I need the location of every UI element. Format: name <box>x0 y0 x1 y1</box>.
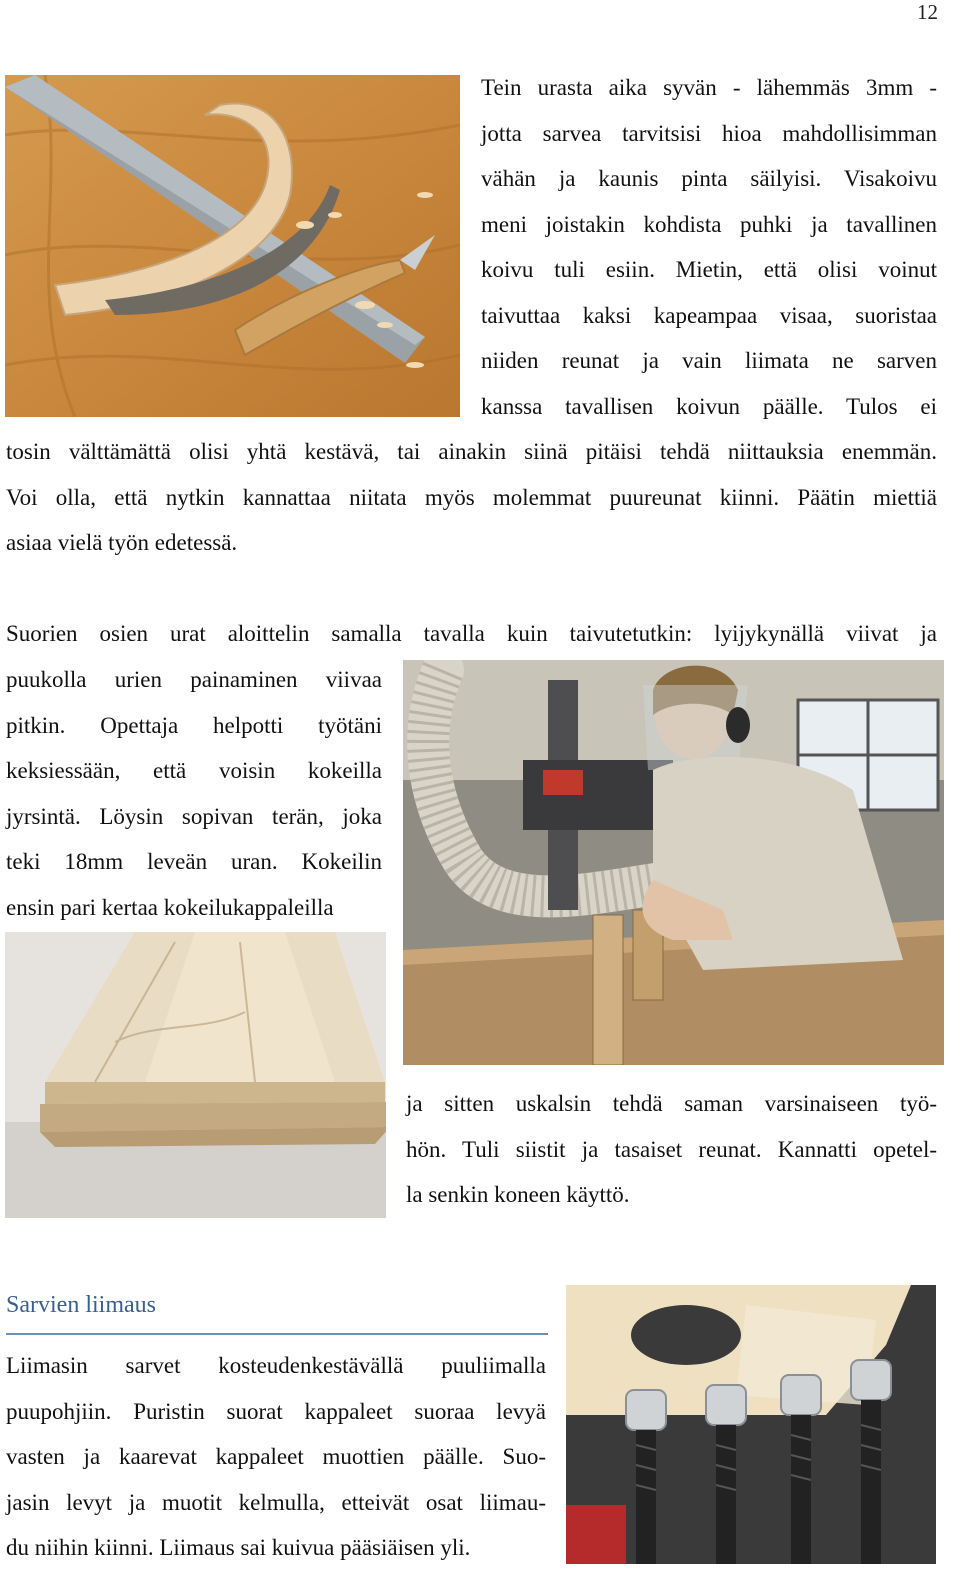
text-line: koivu tuli esiin. Mietin, että olisi voinut <box>481 257 937 282</box>
text-line: Liimasin sarvet kosteudenkestävällä puuliimalla <box>6 1353 546 1378</box>
text-line: puukolla urien painaminen viivaa <box>6 667 382 692</box>
text-line: jotta sarvea tarvitsisi hioa mahdollisimman <box>481 120 937 146</box>
section-heading: Sarvien liimaus <box>6 1287 548 1335</box>
photo-bent-wood-ruler-knife <box>5 75 460 417</box>
text-line: tosin välttämättä olisi yhtä kestävä, tai ainakin siinä pitäisi tehdä niittauksia enemmän. <box>6 439 937 464</box>
text-line: ja sitten uskalsin tehdä saman varsinaiseen työ- <box>406 1091 937 1116</box>
text-line: hön. Tuli siistit ja tasaiset reunat. Kannatti opetel- <box>406 1136 937 1162</box>
text-line: niiden reunat ja vain liimata ne sarven <box>481 348 937 373</box>
photo-grooved-test-piece <box>5 932 386 1218</box>
text-line: la senkin koneen käyttö. <box>406 1182 630 1207</box>
text-line: meni joistakin kohdista puhki ja tavallinen <box>481 211 937 237</box>
text-line: pitkin. Opettaja helpotti työtäni <box>6 712 382 738</box>
page-number: 12 <box>917 0 938 24</box>
text-line: asiaa vielä työn edetessä. <box>6 530 238 555</box>
text-line: jyrsintä. Löysin sopivan terän, joka <box>6 803 382 829</box>
text-line: keksiessään, että voisin kokeilla <box>6 758 382 783</box>
text-line: du niihin kiinni. Liimaus sai kuivua pääsiäisen yli. <box>6 1535 471 1560</box>
text-line: taivuttaa kaksi kapeampaa visaa, suoristaa <box>481 302 937 328</box>
text-line: Tein urasta aika syvän - lähemmäs 3mm - <box>481 75 937 100</box>
text-line: ensin pari kertaa kokeilukappaleilla <box>6 894 334 920</box>
text-line: vähän ja kaunis pinta säilyisi. Visakoivu <box>481 166 937 191</box>
text-line: vasten ja kaarevat kappaleet muottien päälle. Suo- <box>6 1444 546 1469</box>
text-line: Voi olla, että nytkin kannattaa niitata myös molemmat puureunat kiinni. Päätin miettiä <box>6 484 937 510</box>
text-line: teki 18mm leveän uran. Kokeilin <box>6 849 382 874</box>
text-line: puupohjiin. Puristin suorat kappaleet suoraa levyä <box>6 1398 546 1424</box>
text-line: kanssa tavallisen koivun päälle. Tulos ei <box>481 393 937 419</box>
photo-clamped-glueing <box>566 1285 936 1564</box>
photo-woman-at-router <box>403 660 944 1065</box>
text-line: jasin levyt ja muotit kelmulla, etteivät osat liimau- <box>6 1489 546 1515</box>
text-line: Suorien osien urat aloittelin samalla tavalla kuin taivutetutkin: lyijykynällä viivat ja <box>6 621 937 646</box>
